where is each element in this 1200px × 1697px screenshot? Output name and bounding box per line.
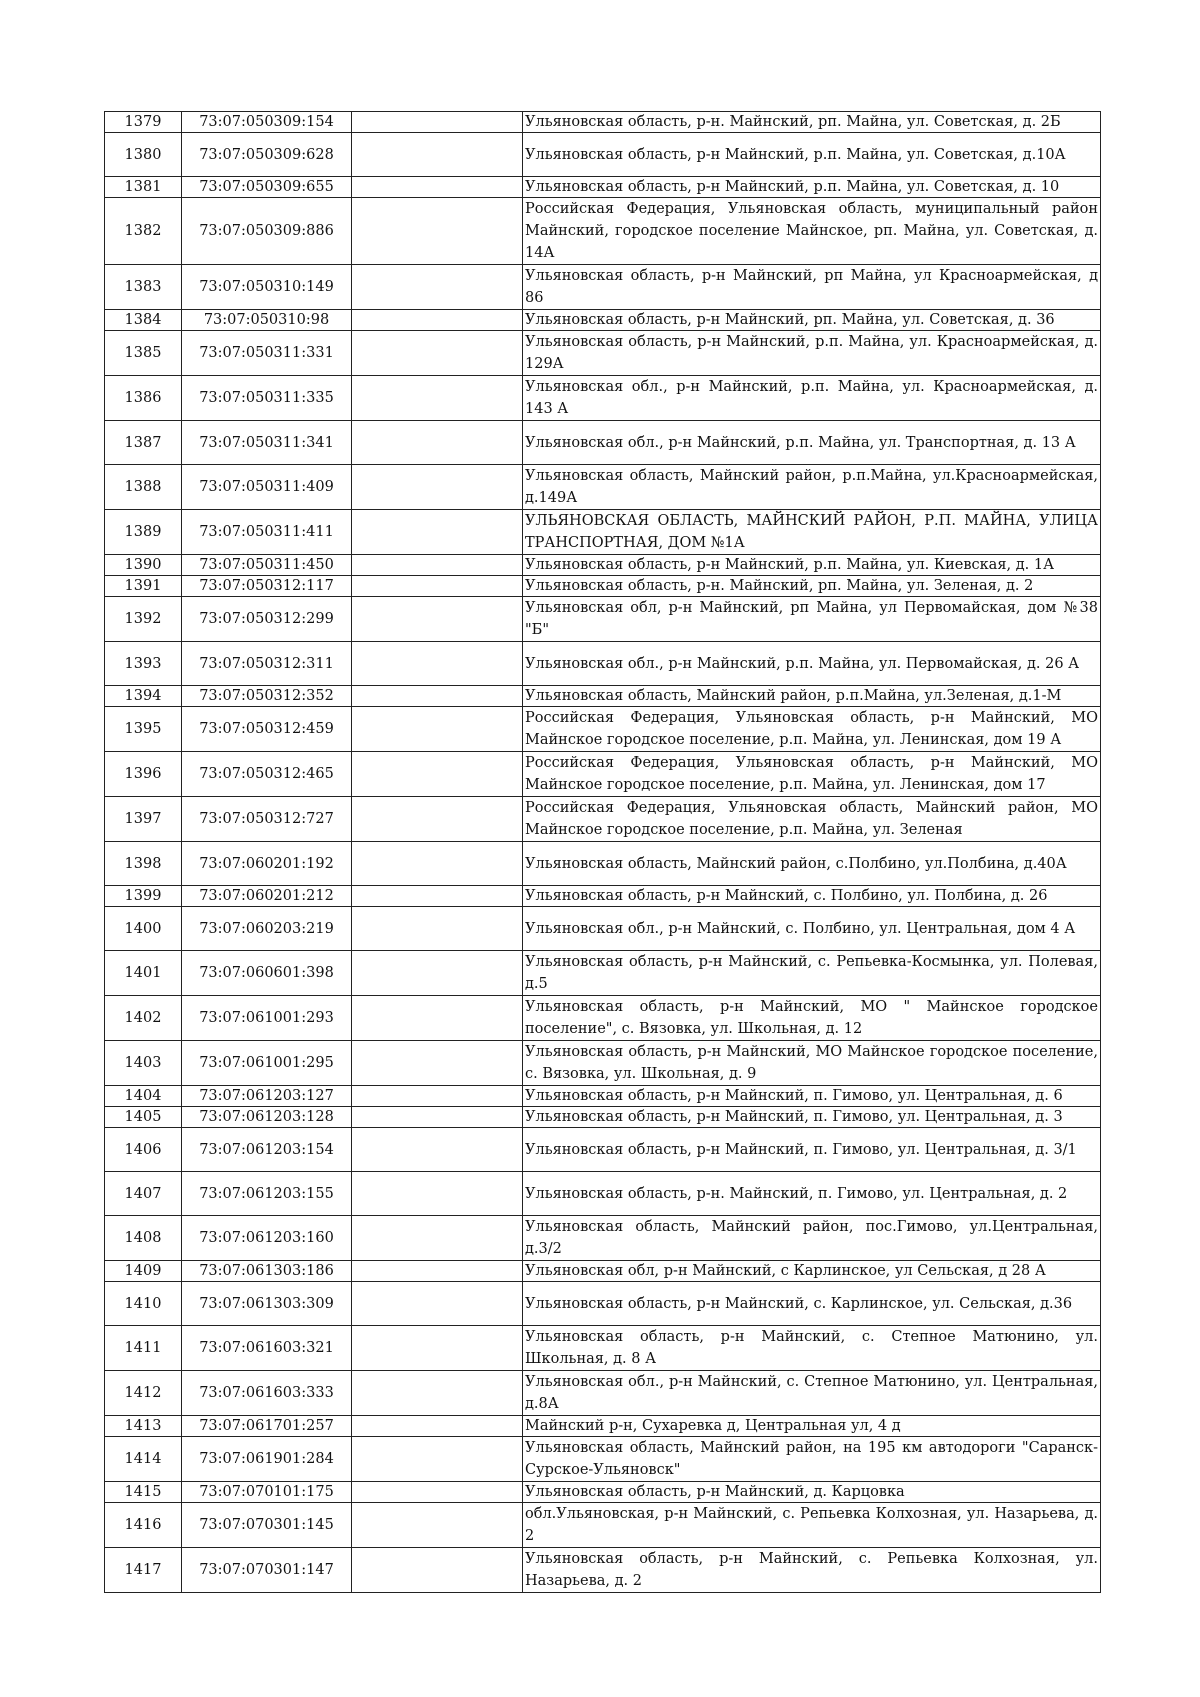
address: Ульяновская область, р-н Майнский, п. Гимово, ул. Центральная, д. 3 bbox=[523, 1107, 1101, 1128]
row-number: 1397 bbox=[105, 797, 182, 842]
row-number: 1416 bbox=[105, 1503, 182, 1548]
row-number: 1415 bbox=[105, 1482, 182, 1503]
cadastral-number: 73:07:061203:128 bbox=[182, 1107, 352, 1128]
address: Ульяновская область, р-н Майнский, с. Репьевка-Космынка, ул. Полевая, д.5 bbox=[523, 951, 1101, 996]
address: Российская Федерация, Ульяновская область, Майнский район, МО Майнское городское поселение, р.п. Майна, ул. Зеленая bbox=[523, 797, 1101, 842]
empty-cell bbox=[352, 1482, 523, 1503]
cadastral-number: 73:07:061701:257 bbox=[182, 1416, 352, 1437]
cadastral-number: 73:07:050309:886 bbox=[182, 198, 352, 265]
empty-cell bbox=[352, 421, 523, 465]
table-row bbox=[105, 421, 1101, 465]
row-number: 1411 bbox=[105, 1326, 182, 1371]
table-row bbox=[105, 707, 1101, 752]
address: Ульяновская область, р-н Майнский, д. Карцовка bbox=[523, 1482, 1101, 1503]
row-number: 1398 bbox=[105, 842, 182, 886]
cadastral-number: 73:07:061303:309 bbox=[182, 1282, 352, 1326]
cadastral-number: 73:07:060201:192 bbox=[182, 842, 352, 886]
cadastral-number: 73:07:061603:321 bbox=[182, 1326, 352, 1371]
row-number: 1383 bbox=[105, 265, 182, 310]
row-number: 1394 bbox=[105, 686, 182, 707]
table-row bbox=[105, 797, 1101, 842]
empty-cell bbox=[352, 1107, 523, 1128]
empty-cell bbox=[352, 1282, 523, 1326]
address: Ульяновская область, р-н. Майнский, рп. Майна, ул. Советская, д. 2Б bbox=[523, 112, 1101, 133]
empty-cell bbox=[352, 576, 523, 597]
cadastral-number: 73:07:050309:154 bbox=[182, 112, 352, 133]
row-number: 1393 bbox=[105, 642, 182, 686]
row-number: 1409 bbox=[105, 1261, 182, 1282]
row-number: 1396 bbox=[105, 752, 182, 797]
address: Ульяновская область, р-н Майнский, с. Степное Матюнино, ул. Школьная, д. 8 А bbox=[523, 1326, 1101, 1371]
row-number: 1413 bbox=[105, 1416, 182, 1437]
row-number: 1385 bbox=[105, 331, 182, 376]
address: УЛЬЯНОВСКАЯ ОБЛАСТЬ, МАЙНСКИЙ РАЙОН, Р.П. МАЙНА, УЛИЦА ТРАНСПОРТНАЯ, ДОМ №1А bbox=[523, 510, 1101, 555]
row-number: 1392 bbox=[105, 597, 182, 642]
cadastral-number: 73:07:050310:149 bbox=[182, 265, 352, 310]
address: Ульяновская область, р-н Майнский, р.п. Майна, ул. Красноармейская, д. 129А bbox=[523, 331, 1101, 376]
row-number: 1402 bbox=[105, 996, 182, 1041]
empty-cell bbox=[352, 331, 523, 376]
table-row bbox=[105, 576, 1101, 597]
cadastral-number: 73:07:050309:655 bbox=[182, 177, 352, 198]
table-row bbox=[105, 597, 1101, 642]
empty-cell bbox=[352, 177, 523, 198]
row-number: 1386 bbox=[105, 376, 182, 421]
row-number: 1389 bbox=[105, 510, 182, 555]
address: Ульяновская область, Майнский район, на 195 км автодороги "Саранск-Сурское-Ульяновск" bbox=[523, 1437, 1101, 1482]
address: обл.Ульяновская, р-н Майнский, с. Репьевка Колхозная, ул. Назарьева, д. 2 bbox=[523, 1503, 1101, 1548]
address: Ульяновская область, р-н Майнский, МО " Майнское городское поселение", с. Вязовка, ул. Школьная, д. 12 bbox=[523, 996, 1101, 1041]
address: Ульяновская область, р-н. Майнский, рп. Майна, ул. Зеленая, д. 2 bbox=[523, 576, 1101, 597]
empty-cell bbox=[352, 707, 523, 752]
empty-cell bbox=[352, 265, 523, 310]
table-row bbox=[105, 686, 1101, 707]
table-row bbox=[105, 951, 1101, 996]
address: Ульяновская область, р-н Майнский, с. Репьевка Колхозная, ул. Назарьева, д. 2 bbox=[523, 1548, 1101, 1593]
row-number: 1407 bbox=[105, 1172, 182, 1216]
cadastral-number: 73:07:061001:293 bbox=[182, 996, 352, 1041]
address: Российская Федерация, Ульяновская область, р-н Майнский, МО Майнское городское поселение, р.п. Майна, ул. Ленинская, дом 19 А bbox=[523, 707, 1101, 752]
cadastral-number: 73:07:061303:186 bbox=[182, 1261, 352, 1282]
address: Российская Федерация, Ульяновская область, р-н Майнский, МО Майнское городское поселение, р.п. Майна, ул. Ленинская, дом 17 bbox=[523, 752, 1101, 797]
table-row bbox=[105, 1437, 1101, 1482]
cadastral-number: 73:07:070101:175 bbox=[182, 1482, 352, 1503]
address: Ульяновская обл., р-н Майнский, р.п. Майна, ул. Красноармейская, д. 143 А bbox=[523, 376, 1101, 421]
row-number: 1399 bbox=[105, 886, 182, 907]
empty-cell bbox=[352, 1216, 523, 1261]
cadastral-number: 73:07:050311:335 bbox=[182, 376, 352, 421]
address: Российская Федерация, Ульяновская область, муниципальный район Майнский, городское поселение Майнское, рп. Майна, ул. Советская, д. 14А bbox=[523, 198, 1101, 265]
empty-cell bbox=[352, 842, 523, 886]
table-row bbox=[105, 198, 1101, 265]
empty-cell bbox=[352, 752, 523, 797]
empty-cell bbox=[352, 112, 523, 133]
table-row bbox=[105, 996, 1101, 1041]
table-row bbox=[105, 1371, 1101, 1416]
empty-cell bbox=[352, 510, 523, 555]
cadastral-number: 73:07:050312:117 bbox=[182, 576, 352, 597]
empty-cell bbox=[352, 951, 523, 996]
table-row bbox=[105, 752, 1101, 797]
register-table bbox=[104, 111, 1101, 1593]
cadastral-number: 73:07:061001:295 bbox=[182, 1041, 352, 1086]
cadastral-number: 73:07:050312:727 bbox=[182, 797, 352, 842]
cadastral-number: 73:07:061901:284 bbox=[182, 1437, 352, 1482]
empty-cell bbox=[352, 1371, 523, 1416]
cadastral-number: 73:07:050312:311 bbox=[182, 642, 352, 686]
cadastral-number: 73:07:070301:147 bbox=[182, 1548, 352, 1593]
empty-cell bbox=[352, 555, 523, 576]
address: Ульяновская обл, р-н Майнский, рп Майна, ул Первомайская, дом №38 "Б" bbox=[523, 597, 1101, 642]
address: Ульяновская область, р-н Майнский, р.п. Майна, ул. Киевская, д. 1А bbox=[523, 555, 1101, 576]
row-number: 1417 bbox=[105, 1548, 182, 1593]
table-row bbox=[105, 555, 1101, 576]
row-number: 1381 bbox=[105, 177, 182, 198]
row-number: 1414 bbox=[105, 1437, 182, 1482]
table-row bbox=[105, 1172, 1101, 1216]
cadastral-number: 73:07:050311:450 bbox=[182, 555, 352, 576]
address: Ульяновская обл., р-н Майнский, с. Полбино, ул. Центральная, дом 4 А bbox=[523, 907, 1101, 951]
cadastral-number: 73:07:050311:331 bbox=[182, 331, 352, 376]
row-number: 1387 bbox=[105, 421, 182, 465]
row-number: 1406 bbox=[105, 1128, 182, 1172]
address: Майнский р-н, Сухаревка д, Центральная ул, 4 д bbox=[523, 1416, 1101, 1437]
address: Ульяновская область, р-н Майнский, с. Карлинское, ул. Сельская, д.36 bbox=[523, 1282, 1101, 1326]
empty-cell bbox=[352, 642, 523, 686]
row-number: 1391 bbox=[105, 576, 182, 597]
row-number: 1400 bbox=[105, 907, 182, 951]
cadastral-number: 73:07:060201:212 bbox=[182, 886, 352, 907]
cadastral-number: 73:07:061203:160 bbox=[182, 1216, 352, 1261]
empty-cell bbox=[352, 797, 523, 842]
table-row bbox=[105, 133, 1101, 177]
empty-cell bbox=[352, 996, 523, 1041]
empty-cell bbox=[352, 133, 523, 177]
table-row bbox=[105, 886, 1101, 907]
table-row bbox=[105, 1503, 1101, 1548]
table-row bbox=[105, 1107, 1101, 1128]
empty-cell bbox=[352, 1437, 523, 1482]
cadastral-number: 73:07:050312:465 bbox=[182, 752, 352, 797]
address: Ульяновская область, Майнский район, с.Полбино, ул.Полбина, д.40А bbox=[523, 842, 1101, 886]
address: Ульяновская область, р-н Майнский, рп. Майна, ул. Советская, д. 36 bbox=[523, 310, 1101, 331]
address: Ульяновская область, р-н Майнский, с. Полбино, ул. Полбина, д. 26 bbox=[523, 886, 1101, 907]
table-row bbox=[105, 1041, 1101, 1086]
address: Ульяновская область, р-н Майнский, п. Гимово, ул. Центральная, д. 6 bbox=[523, 1086, 1101, 1107]
empty-cell bbox=[352, 1548, 523, 1593]
table-row bbox=[105, 310, 1101, 331]
address: Ульяновская обл., р-н Майнский, р.п. Майна, ул. Транспортная, д. 13 А bbox=[523, 421, 1101, 465]
address: Ульяновская обл., р-н Майнский, р.п. Майна, ул. Первомайская, д. 26 А bbox=[523, 642, 1101, 686]
row-number: 1403 bbox=[105, 1041, 182, 1086]
row-number: 1404 bbox=[105, 1086, 182, 1107]
row-number: 1380 bbox=[105, 133, 182, 177]
cadastral-number: 73:07:050311:411 bbox=[182, 510, 352, 555]
cadastral-number: 73:07:050311:341 bbox=[182, 421, 352, 465]
empty-cell bbox=[352, 686, 523, 707]
address: Ульяновская область, Майнский район, р.п.Майна, ул.Красноармейская, д.149А bbox=[523, 465, 1101, 510]
cadastral-number: 73:07:061203:127 bbox=[182, 1086, 352, 1107]
empty-cell bbox=[352, 1128, 523, 1172]
table-row bbox=[105, 1326, 1101, 1371]
row-number: 1408 bbox=[105, 1216, 182, 1261]
empty-cell bbox=[352, 907, 523, 951]
cadastral-number: 73:07:061203:154 bbox=[182, 1128, 352, 1172]
address: Ульяновская область, Майнский район, р.п.Майна, ул.Зеленая, д.1-М bbox=[523, 686, 1101, 707]
row-number: 1405 bbox=[105, 1107, 182, 1128]
address: Ульяновская область, р-н Майнский, МО Майнское городское поселение, с. Вязовка, ул. Школьная, д. 9 bbox=[523, 1041, 1101, 1086]
cadastral-number: 73:07:060203:219 bbox=[182, 907, 352, 951]
row-number: 1410 bbox=[105, 1282, 182, 1326]
address: Ульяновская область, Майнский район, пос.Гимово, ул.Центральная, д.3/2 bbox=[523, 1216, 1101, 1261]
row-number: 1395 bbox=[105, 707, 182, 752]
address: Ульяновская область, р-н. Майнский, п. Гимово, ул. Центральная, д. 2 bbox=[523, 1172, 1101, 1216]
address: Ульяновская область, р-н Майнский, рп Майна, ул Красноармейская, д 86 bbox=[523, 265, 1101, 310]
cadastral-number: 73:07:050310:98 bbox=[182, 310, 352, 331]
table-row bbox=[105, 465, 1101, 510]
table-row bbox=[105, 1086, 1101, 1107]
empty-cell bbox=[352, 886, 523, 907]
table-body bbox=[105, 112, 1101, 1593]
empty-cell bbox=[352, 310, 523, 331]
row-number: 1412 bbox=[105, 1371, 182, 1416]
empty-cell bbox=[352, 376, 523, 421]
cadastral-number: 73:07:061203:155 bbox=[182, 1172, 352, 1216]
table-row bbox=[105, 642, 1101, 686]
empty-cell bbox=[352, 1261, 523, 1282]
table-row bbox=[105, 331, 1101, 376]
table-row bbox=[105, 907, 1101, 951]
table-row bbox=[105, 1282, 1101, 1326]
table-row bbox=[105, 1128, 1101, 1172]
table-row bbox=[105, 177, 1101, 198]
cadastral-number: 73:07:050312:299 bbox=[182, 597, 352, 642]
cadastral-number: 73:07:050312:459 bbox=[182, 707, 352, 752]
address: Ульяновская обл., р-н Майнский, с. Степное Матюнино, ул. Центральная, д.8А bbox=[523, 1371, 1101, 1416]
cadastral-number: 73:07:070301:145 bbox=[182, 1503, 352, 1548]
empty-cell bbox=[352, 198, 523, 265]
table-row bbox=[105, 265, 1101, 310]
empty-cell bbox=[352, 597, 523, 642]
cadastral-number: 73:07:050312:352 bbox=[182, 686, 352, 707]
empty-cell bbox=[352, 1326, 523, 1371]
empty-cell bbox=[352, 1172, 523, 1216]
address: Ульяновская область, р-н Майнский, п. Гимово, ул. Центральная, д. 3/1 bbox=[523, 1128, 1101, 1172]
empty-cell bbox=[352, 465, 523, 510]
table-row bbox=[105, 842, 1101, 886]
table-row bbox=[105, 510, 1101, 555]
table-row bbox=[105, 1482, 1101, 1503]
table-row bbox=[105, 1216, 1101, 1261]
empty-cell bbox=[352, 1086, 523, 1107]
table-row bbox=[105, 112, 1101, 133]
cadastral-number: 73:07:060601:398 bbox=[182, 951, 352, 996]
address: Ульяновская область, р-н Майнский, р.п. Майна, ул. Советская, д. 10 bbox=[523, 177, 1101, 198]
cadastral-number: 73:07:050311:409 bbox=[182, 465, 352, 510]
table-row bbox=[105, 1261, 1101, 1282]
row-number: 1379 bbox=[105, 112, 182, 133]
row-number: 1390 bbox=[105, 555, 182, 576]
cadastral-number: 73:07:050309:628 bbox=[182, 133, 352, 177]
empty-cell bbox=[352, 1503, 523, 1548]
table-row bbox=[105, 1548, 1101, 1593]
empty-cell bbox=[352, 1416, 523, 1437]
row-number: 1401 bbox=[105, 951, 182, 996]
table-row bbox=[105, 376, 1101, 421]
address: Ульяновская область, р-н Майнский, р.п. Майна, ул. Советская, д.10А bbox=[523, 133, 1101, 177]
empty-cell bbox=[352, 1041, 523, 1086]
cadastral-number: 73:07:061603:333 bbox=[182, 1371, 352, 1416]
row-number: 1382 bbox=[105, 198, 182, 265]
row-number: 1388 bbox=[105, 465, 182, 510]
table-row bbox=[105, 1416, 1101, 1437]
row-number: 1384 bbox=[105, 310, 182, 331]
address: Ульяновская обл, р-н Майнский, с Карлинское, ул Сельская, д 28 А bbox=[523, 1261, 1101, 1282]
